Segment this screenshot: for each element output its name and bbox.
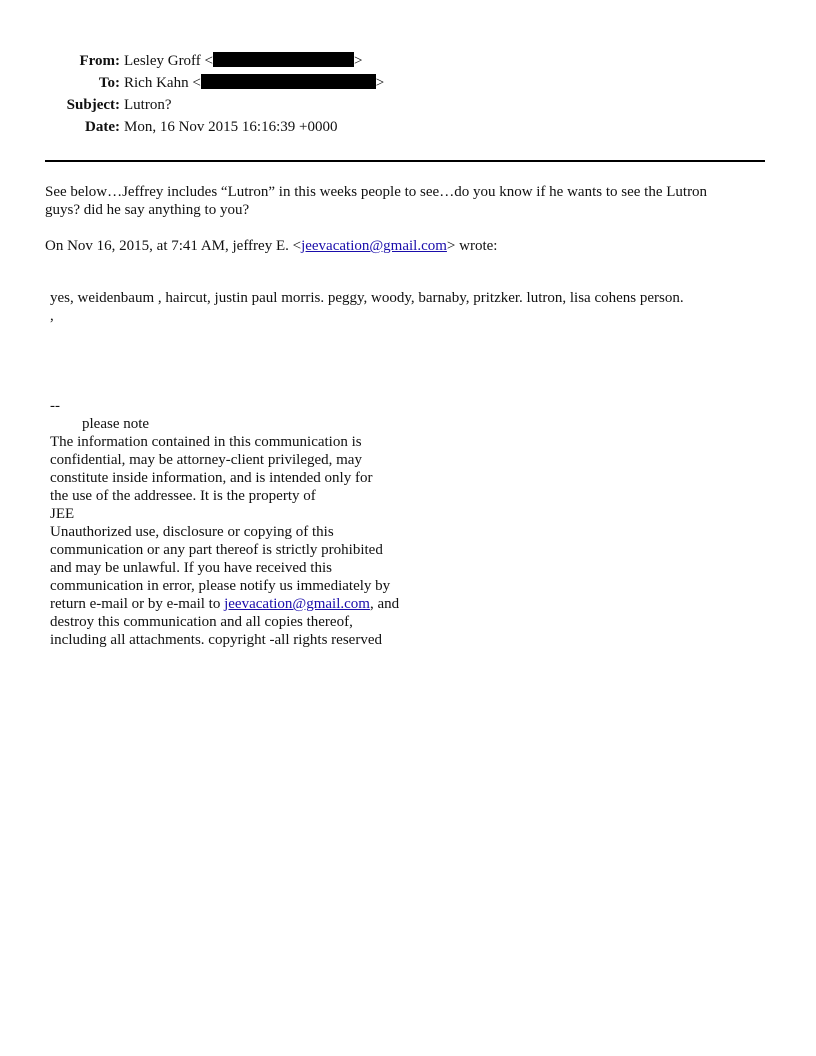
signature-line: destroy this communication and all copies thereof, — [50, 614, 353, 630]
return-prefix: return e-mail or by e-mail to — [50, 596, 225, 612]
from-name: Lesley Groff < — [124, 53, 213, 69]
signature-line: constitute inside information, and is intended only for — [50, 470, 373, 486]
signature-line: Unauthorized use, disclosure or copying of this — [50, 524, 334, 540]
quote-suffix: > wrote: — [446, 238, 498, 254]
signature-line: JEE — [50, 506, 75, 522]
quote-attribution — [45, 237, 497, 255]
subject-value: Lutron? — [124, 97, 172, 113]
signature-email-link[interactable]: jeevacation@gmail.com — [224, 596, 370, 612]
please-note: please note — [82, 416, 150, 432]
signature-line: confidential, may be attorney-client privileged, may — [50, 452, 362, 468]
body-line-1: See below…Jeffrey includes “Lutron” in this weeks people to see…do you know if he wants to see the Lutron — [45, 184, 708, 200]
redaction-box — [213, 52, 354, 67]
to-value — [124, 74, 384, 92]
quote-prefix: On Nov 16, 2015, at 7:41 AM, jeffrey E. < — [45, 238, 302, 254]
to-close: > — [375, 75, 385, 91]
from-value — [124, 52, 362, 70]
signature-line: including all attachments. copyright -all rights reserved — [50, 632, 382, 648]
to-label: To: — [98, 75, 120, 91]
date-label: Date: — [85, 119, 120, 135]
subject-label: Subject: — [66, 97, 120, 113]
return-suffix: , and — [369, 596, 400, 612]
redaction-box — [201, 74, 376, 89]
date-value: Mon, 16 Nov 2015 16:16:39 +0000 — [124, 119, 338, 135]
signature-return-line — [50, 595, 399, 613]
body-line-2: guys? did he say anything to you? — [45, 202, 250, 218]
quote-email-link[interactable]: jeevacation@gmail.com — [301, 238, 447, 254]
header-divider — [45, 160, 765, 162]
to-name: Rich Kahn < — [124, 75, 201, 91]
signature-line: communication in error, please notify us immediately by — [50, 578, 391, 594]
signature-line: The information contained in this communication is — [50, 434, 362, 450]
signature-dashes: -- — [50, 398, 60, 414]
signature-line: communication or any part thereof is strictly prohibited — [50, 542, 383, 558]
signature-line: the use of the addressee. It is the property of — [50, 488, 316, 504]
from-close: > — [354, 53, 363, 69]
signature-line: and may be unlawful. If you have received this — [50, 560, 332, 576]
comma-line: , — [50, 308, 54, 324]
signature-block — [50, 397, 399, 649]
names-line: yes, weidenbaum , haircut, justin paul morris. peggy, woody, barnaby, pritzker. lutron, lisa cohens person. — [50, 290, 684, 306]
from-label: From: — [79, 53, 120, 69]
